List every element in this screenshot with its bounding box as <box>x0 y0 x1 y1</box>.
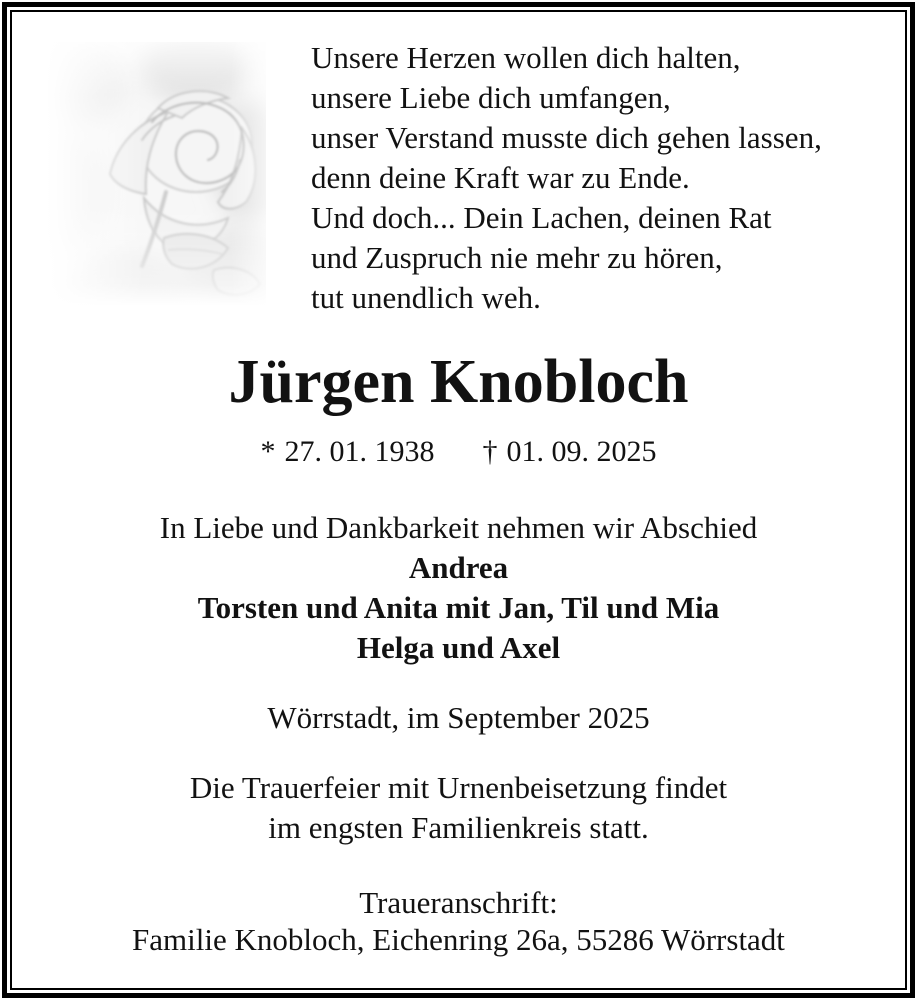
life-dates <box>0 432 917 472</box>
condolence-address <box>0 884 917 958</box>
death-date <box>483 432 657 472</box>
poem-line: und Zuspruch nie mehr zu hören, <box>311 240 723 275</box>
poem-line: Unsere Herzen wollen dich halten, <box>311 40 741 75</box>
poem-line: unser Verstand musste dich gehen lassen, <box>311 120 822 155</box>
mourner-line: Helga und Axel <box>356 630 561 665</box>
condolence-address-value: Familie Knobloch, Eichenring 26a, 55286 Wörrstadt <box>132 922 785 957</box>
born-symbol: * <box>260 435 276 468</box>
funeral-notice-line: Die Trauerfeier mit Urnenbeisetzung findet <box>189 770 728 805</box>
poem-line: Und doch... Dein Lachen, deinen Rat <box>311 200 772 235</box>
deceased-name: Jürgen Knobloch <box>228 348 689 416</box>
death-date-value: 01. 09. 2025 <box>506 435 657 468</box>
place-date-line: Wörrstadt, im September 2025 <box>267 700 650 735</box>
condolence-address-label: Traueranschrift: <box>359 885 558 920</box>
mourner-line: Torsten und Anita mit Jan, Til und Mia <box>197 590 720 625</box>
farewell-intro: In Liebe und Dankbarkeit nehmen wir Abschied <box>159 510 758 545</box>
poem-line: tut unendlich weh. <box>311 280 541 315</box>
poem-line: denn deine Kraft war zu Ende. <box>311 160 690 195</box>
dagger-icon: † <box>482 435 498 468</box>
mourners-list <box>0 548 917 668</box>
birth-date <box>261 432 435 472</box>
birth-date-value: 27. 01. 1938 <box>284 435 435 468</box>
mourner-line: Andrea <box>408 550 509 585</box>
funeral-notice <box>0 768 917 848</box>
memorial-poem <box>311 38 822 318</box>
rose-photo-fade-overlay <box>46 42 266 306</box>
white-rose-photo <box>46 42 266 306</box>
poem-line: unsere Liebe dich umfangen, <box>311 80 671 115</box>
funeral-notice-line: im engsten Familienkreis statt. <box>268 810 649 845</box>
